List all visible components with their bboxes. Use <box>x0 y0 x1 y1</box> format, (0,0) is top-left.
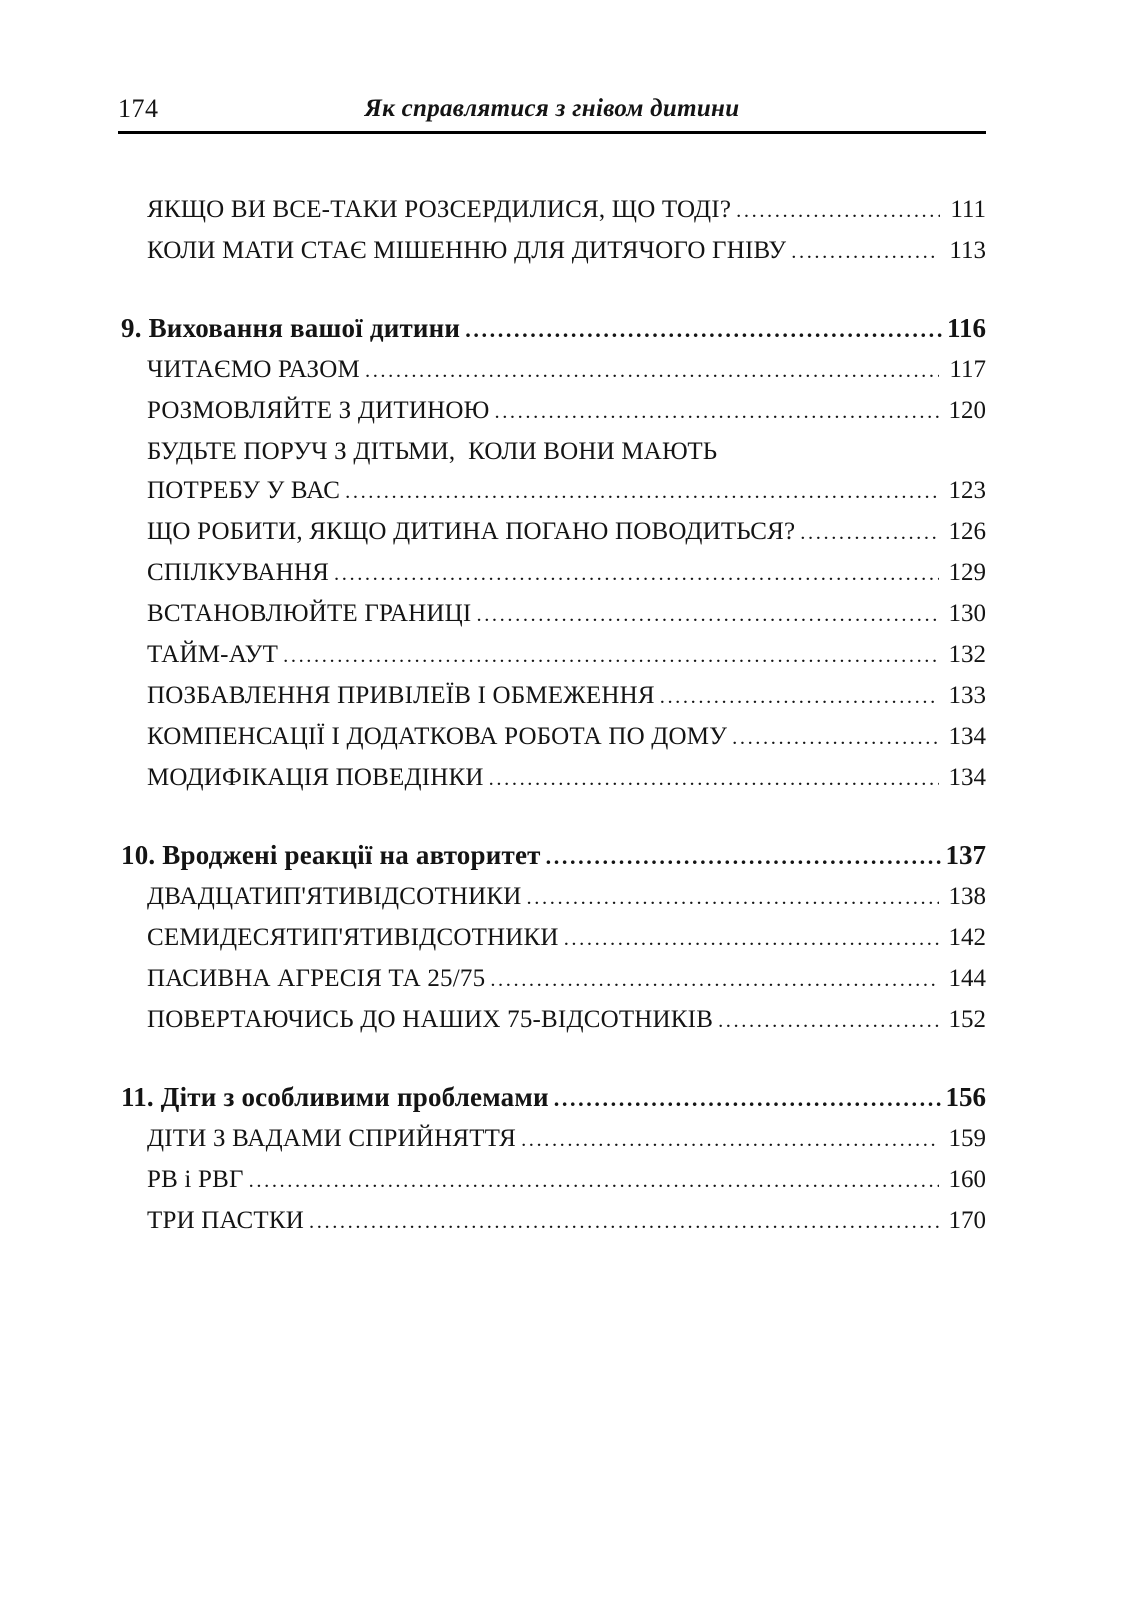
toc-entry-page: 152 <box>948 1006 986 1033</box>
toc-entry-title: БУДЬТЕ ПОРУЧ З ДІТЬМИ, КОЛИ ВОНИ МАЮТЬ <box>147 438 718 465</box>
running-header <box>118 0 986 134</box>
toc-entry <box>118 676 986 717</box>
toc-entry <box>118 471 986 512</box>
toc-entry <box>118 553 986 594</box>
running-title: Як справлятися з гнівом дитини <box>364 95 740 122</box>
toc-entry-page: 134 <box>948 723 986 750</box>
toc-entry-title: ТАЙМ-АУТ <box>147 641 279 668</box>
toc-entry-title: ВСТАНОВЛЮЙТЕ ГРАНИЦІ <box>147 600 472 627</box>
toc-entry-page: 130 <box>948 600 986 627</box>
toc-entry <box>118 512 986 553</box>
toc-entry-title: 9. Виховання вашої дитини <box>121 313 461 343</box>
toc-entry-page: 134 <box>948 764 986 791</box>
dot-leader <box>489 758 939 799</box>
toc-entry-title: ПАСИВНА АГРЕСІЯ ТА 25/75 <box>147 965 486 992</box>
toc-entry-page: 116 <box>946 313 986 343</box>
table-of-contents <box>118 190 986 1242</box>
toc-entry-page: 117 <box>949 356 986 383</box>
toc-entry <box>118 190 986 231</box>
toc-entry-page: 129 <box>948 559 986 586</box>
toc-entry-title: ЯКЩО ВИ ВСЕ-ТАКИ РОЗСЕРДИЛИСЯ, ЩО ТОДІ? <box>147 196 732 223</box>
dot-leader <box>465 308 945 350</box>
toc-entry <box>118 1119 986 1160</box>
toc-entry-page: 120 <box>948 397 986 424</box>
toc-chapter-entry <box>118 1077 986 1119</box>
toc-entry-title: КОМПЕНСАЦІЇ І ДОДАТКОВА РОБОТА ПО ДОМУ <box>147 723 728 750</box>
dot-leader <box>476 594 938 635</box>
toc-entry <box>118 1000 986 1041</box>
toc-chapter-entry <box>118 835 986 877</box>
toc-entry <box>118 717 986 758</box>
toc-entry-page: 160 <box>948 1166 986 1193</box>
toc-chapter-entry <box>118 308 986 350</box>
dot-leader <box>546 835 944 877</box>
dot-leader <box>732 717 938 758</box>
dot-leader <box>527 877 939 918</box>
toc-entry-title: ПОТРЕБУ У ВАС <box>147 477 341 504</box>
toc-entry-title: МОДИФІКАЦІЯ ПОВЕДІНКИ <box>147 764 484 791</box>
dot-leader <box>554 1077 944 1119</box>
toc-entry-page: 137 <box>945 840 986 870</box>
toc-entry-title: 11. Діти з особливими проблемами <box>121 1082 549 1112</box>
toc-entry-page: 111 <box>950 196 986 223</box>
toc-entry-page: 159 <box>948 1125 986 1152</box>
toc-entry-page: 123 <box>948 477 986 504</box>
toc-entry-page: 126 <box>948 518 986 545</box>
toc-entry-page: 133 <box>948 682 986 709</box>
dot-leader <box>249 1160 939 1201</box>
toc-entry-title: ЩО РОБИТИ, ЯКЩО ДИТИНА ПОГАНО ПОВОДИТЬСЯ? <box>147 518 796 545</box>
toc-entry-title: КОЛИ МАТИ СТАЄ МІШЕННЮ ДЛЯ ДИТЯЧОГО ГНІВУ <box>147 237 787 264</box>
toc-entry <box>118 877 986 918</box>
toc-entry-title: ПОВЕРТАЮЧИСЬ ДО НАШИХ 75-ВІДСОТНИКІВ <box>147 1006 714 1033</box>
toc-entry <box>118 1160 986 1201</box>
toc-entry-page: 132 <box>948 641 986 668</box>
dot-leader <box>791 231 939 272</box>
toc-entry-title: СПІЛКУВАННЯ <box>147 559 330 586</box>
dot-leader <box>334 553 938 594</box>
toc-entry <box>118 594 986 635</box>
toc-entry <box>118 1201 986 1242</box>
toc-entry <box>118 758 986 799</box>
toc-entry <box>118 959 986 1000</box>
toc-entry <box>118 231 986 272</box>
toc-entry <box>118 635 986 676</box>
toc-entry-page: 170 <box>948 1207 986 1234</box>
toc-entry-title: ЧИТАЄМО РАЗОМ <box>147 356 360 383</box>
dot-leader <box>490 959 938 1000</box>
toc-entry-title: ДІТИ З ВАДАМИ СПРИЙНЯТТЯ <box>147 1125 517 1152</box>
dot-leader <box>736 190 940 231</box>
toc-entry-title: СЕМИДЕСЯТИП'ЯТИВІДСОТНИКИ <box>147 924 559 951</box>
toc-entry <box>118 350 986 391</box>
dot-leader <box>718 1000 938 1041</box>
toc-entry-wrapped-line <box>118 432 986 471</box>
toc-entry-page: 142 <box>948 924 986 951</box>
text-block <box>118 0 986 1242</box>
folio-page-number: 174 <box>118 94 159 123</box>
toc-entry-title: ПОЗБАВЛЕННЯ ПРИВІЛЕЇВ І ОБМЕЖЕННЯ <box>147 682 655 709</box>
dot-leader <box>521 1119 938 1160</box>
dot-leader <box>283 635 938 676</box>
toc-entry-title: ТРИ ПАСТКИ <box>147 1207 305 1234</box>
toc-entry-title: РВ і РВГ <box>147 1166 244 1193</box>
dot-leader <box>660 676 939 717</box>
toc-entry-page: 113 <box>949 237 986 264</box>
dot-leader <box>309 1201 938 1242</box>
dot-leader <box>345 471 938 512</box>
dot-leader <box>800 512 938 553</box>
dot-leader <box>564 918 939 959</box>
toc-entry-title: 10. Вроджені реакції на авторитет <box>121 840 541 870</box>
toc-entry-title: РОЗМОВЛЯЙТЕ З ДИТИНОЮ <box>147 397 490 424</box>
toc-entry <box>118 391 986 432</box>
toc-entry <box>118 918 986 959</box>
dot-leader <box>494 391 938 432</box>
toc-entry-page: 138 <box>948 883 986 910</box>
toc-entry-title: ДВАДЦАТИП'ЯТИВІДСОТНИКИ <box>147 883 522 910</box>
toc-entry-page: 156 <box>945 1082 986 1112</box>
toc-entry-page: 144 <box>948 965 986 992</box>
dot-leader <box>365 350 939 391</box>
